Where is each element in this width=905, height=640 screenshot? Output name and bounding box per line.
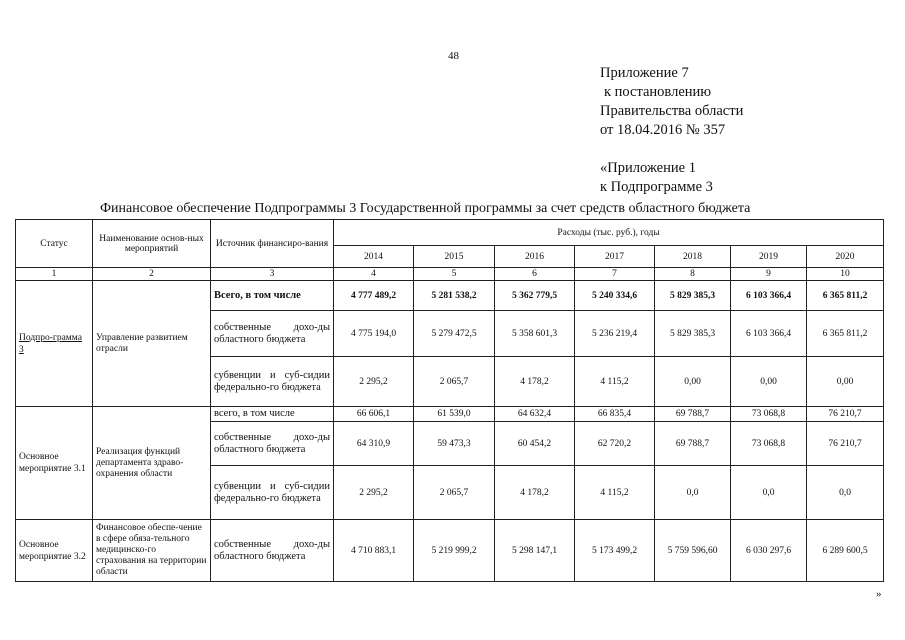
status-cell: Основное мероприятие 3.2	[16, 520, 93, 582]
header-status: Статус	[16, 220, 93, 268]
header-expenses: Расходы (тыс. руб.), годы	[334, 220, 884, 246]
appendix-line: к Подпрограмме 3	[600, 179, 713, 195]
value-cell: 59 473,3	[414, 422, 495, 466]
value-cell: 73 068,8	[731, 422, 807, 466]
value-cell: 62 720,2	[575, 422, 655, 466]
source-cell: собственные дохо-ды областного бюджета	[211, 520, 334, 582]
finance-table	[15, 219, 884, 582]
value-cell: 4 777 489,2	[334, 281, 414, 311]
value-cell: 6 289 600,5	[807, 520, 884, 582]
appendix-line: от 18.04.2016 № 357	[600, 122, 726, 138]
column-number: 9	[731, 268, 807, 281]
value-cell: 5 173 499,2	[575, 520, 655, 582]
value-cell: 76 210,7	[807, 407, 884, 422]
year-cell: 2015	[414, 246, 495, 268]
value-cell: 2 295,2	[334, 357, 414, 407]
value-cell: 6 103 366,4	[731, 281, 807, 311]
source-cell: всего, в том числе	[211, 407, 334, 422]
appendix-line: «Приложение 1	[600, 160, 696, 176]
value-cell: 4 775 194,0	[334, 311, 414, 357]
year-cell: 2014	[334, 246, 414, 268]
column-number: 3	[211, 268, 334, 281]
status-cell: Подпро-грамма 3	[16, 281, 93, 407]
appendix-line: к постановлению	[604, 84, 712, 100]
value-cell: 0,00	[807, 357, 884, 407]
value-cell: 0,0	[731, 466, 807, 520]
value-cell: 76 210,7	[807, 422, 884, 466]
column-number: 1	[16, 268, 93, 281]
table-row	[16, 520, 884, 582]
value-cell: 2 065,7	[414, 357, 495, 407]
value-cell: 5 281 538,2	[414, 281, 495, 311]
column-number: 2	[93, 268, 211, 281]
value-cell: 6 103 366,4	[731, 311, 807, 357]
year-cell: 2020	[807, 246, 884, 268]
table-row	[16, 281, 884, 311]
table-row	[16, 407, 884, 422]
value-cell: 66 835,4	[575, 407, 655, 422]
column-number: 4	[334, 268, 414, 281]
value-cell: 4 178,2	[495, 466, 575, 520]
source-cell: собственные дохо-ды областного бюджета	[211, 422, 334, 466]
value-cell: 5 298 147,1	[495, 520, 575, 582]
activity-name-cell: Управление развитием отрасли	[93, 281, 211, 407]
table-title: Финансовое обеспечение Подпрограммы 3 Государственной программы за счет средств областного бюджета	[100, 201, 751, 216]
value-cell: 69 788,7	[655, 407, 731, 422]
value-cell: 5 829 385,3	[655, 311, 731, 357]
value-cell: 5 236 219,4	[575, 311, 655, 357]
value-cell: 4 710 883,1	[334, 520, 414, 582]
value-cell: 2 065,7	[414, 466, 495, 520]
year-cell: 2018	[655, 246, 731, 268]
header-name: Наименование основ-ных мероприятий	[93, 220, 211, 268]
value-cell: 6 365 811,2	[807, 281, 884, 311]
appendix-line: Правительства области	[600, 103, 744, 119]
status-cell: Основное мероприятие 3.1	[16, 407, 93, 520]
year-cell: 2017	[575, 246, 655, 268]
value-cell: 66 606,1	[334, 407, 414, 422]
value-cell: 5 362 779,5	[495, 281, 575, 311]
value-cell: 64 632,4	[495, 407, 575, 422]
source-cell: субвенции и суб-сидии федерально-го бюджета	[211, 357, 334, 407]
value-cell: 2 295,2	[334, 466, 414, 520]
column-number: 5	[414, 268, 495, 281]
value-cell: 4 115,2	[575, 357, 655, 407]
value-cell: 61 539,0	[414, 407, 495, 422]
appendix-line: Приложение 7	[600, 65, 689, 81]
value-cell: 0,0	[655, 466, 731, 520]
page-number: 48	[448, 50, 459, 62]
source-cell: субвенции и суб-сидии федерально-го бюджета	[211, 466, 334, 520]
source-cell: Всего, в том числе	[211, 281, 334, 311]
value-cell: 0,00	[731, 357, 807, 407]
value-cell: 69 788,7	[655, 422, 731, 466]
year-cell: 2016	[495, 246, 575, 268]
column-number: 8	[655, 268, 731, 281]
header-source: Источник финансиро-вания	[211, 220, 334, 268]
value-cell: 6 030 297,6	[731, 520, 807, 582]
column-number: 7	[575, 268, 655, 281]
value-cell: 5 829 385,3	[655, 281, 731, 311]
year-cell: 2019	[731, 246, 807, 268]
value-cell: 64 310,9	[334, 422, 414, 466]
column-number: 10	[807, 268, 884, 281]
value-cell: 0,0	[807, 466, 884, 520]
value-cell: 5 358 601,3	[495, 311, 575, 357]
column-number: 6	[495, 268, 575, 281]
value-cell: 5 279 472,5	[414, 311, 495, 357]
appendix-header	[600, 64, 743, 197]
value-cell: 5 240 334,6	[575, 281, 655, 311]
value-cell: 5 219 999,2	[414, 520, 495, 582]
closing-quote-mark: »	[876, 588, 882, 600]
value-cell: 0,00	[655, 357, 731, 407]
source-cell: собственные дохо-ды областного бюджета	[211, 311, 334, 357]
value-cell: 5 759 596,60	[655, 520, 731, 582]
value-cell: 4 115,2	[575, 466, 655, 520]
activity-name-cell: Реализация функций департамента здраво-охранения области	[93, 407, 211, 520]
value-cell: 60 454,2	[495, 422, 575, 466]
activity-name-cell: Финансовое обеспе-чение в сфере обяза-тельного медицинско-го страхования на территории области	[93, 520, 211, 582]
value-cell: 4 178,2	[495, 357, 575, 407]
value-cell: 6 365 811,2	[807, 311, 884, 357]
value-cell: 73 068,8	[731, 407, 807, 422]
